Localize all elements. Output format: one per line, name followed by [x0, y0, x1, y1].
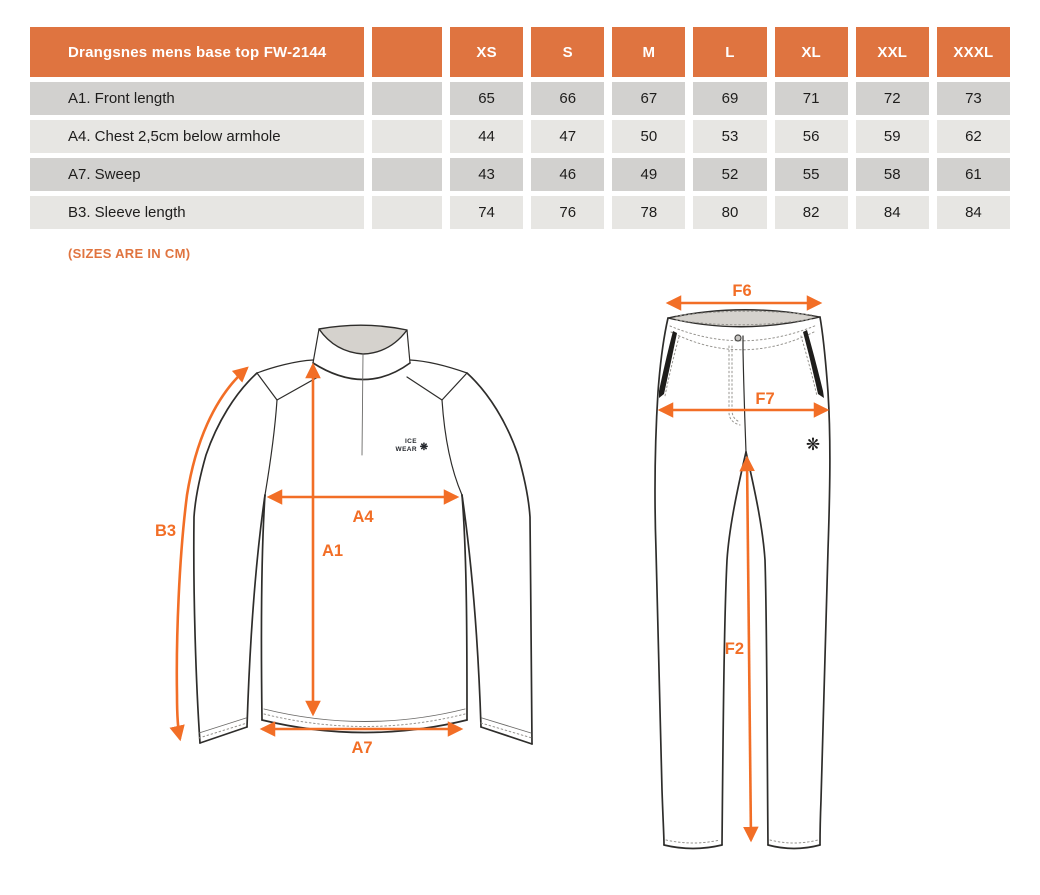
cell-value: 49 [612, 158, 685, 191]
pants-button [735, 335, 741, 341]
f6-label: F6 [732, 282, 752, 300]
pants-outline [655, 310, 830, 849]
cell-value: 80 [693, 196, 766, 229]
shirt-right-panel-seam [407, 377, 442, 400]
cell-value: 47 [531, 120, 604, 153]
cell-value: 67 [612, 82, 685, 115]
cell-value: 52 [693, 158, 766, 191]
col-header-xl: XL [775, 27, 848, 77]
a1-label: A1 [322, 542, 344, 560]
shirt-collar-inside [319, 325, 407, 354]
logo-text-ice: ICE [404, 438, 417, 445]
cell-value: 65 [450, 82, 523, 115]
pants-diagram [630, 280, 930, 895]
shirt-left-raglan-seam [257, 373, 277, 400]
a4-label: A4 [352, 508, 374, 526]
cell-value: 71 [775, 82, 848, 115]
pants-left-hem [664, 845, 722, 849]
shirt-left-shoulder [257, 360, 313, 373]
shirt-hem-band [264, 709, 465, 722]
row-label-sweep: A7. Sweep [30, 158, 364, 191]
f7-label: F7 [755, 390, 775, 408]
table-title: Drangsnes mens base top FW-2144 [30, 27, 364, 77]
shirt-dimensions [155, 365, 461, 757]
pants-right-hem [768, 845, 820, 849]
row-label-front-length: A1. Front length [30, 82, 364, 115]
shirt-right-raglan-seam [442, 373, 467, 400]
pants-snowflake-icon: ❋ [805, 435, 821, 455]
cell-value: 62 [937, 120, 1010, 153]
shirt-diagram [145, 295, 590, 770]
pants-right-hem-stitch [770, 840, 818, 843]
shirt-collar-front [313, 363, 410, 380]
cell-value: 82 [775, 196, 848, 229]
b3-label: B3 [155, 522, 177, 540]
cell-value: 59 [856, 120, 929, 153]
logo-snowflake-icon: ❋ [419, 442, 429, 453]
shirt-outline [194, 325, 532, 744]
shirt-zipper [362, 354, 363, 455]
shirt-left-armhole [265, 400, 277, 495]
pants-right-pocket [803, 330, 824, 398]
pants-left-pocket [659, 331, 677, 398]
sizes-note: (SIZES ARE IN CM) [68, 246, 191, 261]
pants-left-side-seam [655, 318, 668, 845]
cell-value: 50 [612, 120, 685, 153]
shirt-right-sleeve [467, 373, 532, 744]
cell-value: 56 [775, 120, 848, 153]
a7-label: A7 [351, 739, 373, 757]
cell-value: 74 [450, 196, 523, 229]
cell-value: 69 [693, 82, 766, 115]
cell-value: 84 [937, 196, 1010, 229]
cell-value: 72 [856, 82, 929, 115]
icewear-logo [396, 438, 429, 453]
cell-value: 55 [775, 158, 848, 191]
b3-arrow [177, 368, 247, 739]
cell-value: 76 [531, 196, 604, 229]
col-header-xs: XS [450, 27, 523, 77]
row-spacer [372, 196, 442, 229]
cell-value: 66 [531, 82, 604, 115]
shirt-body-left-side [261, 495, 265, 720]
f2-arrow [747, 458, 751, 840]
cell-value: 43 [450, 158, 523, 191]
cell-value: 78 [612, 196, 685, 229]
pants-fly-stitch-1 [729, 346, 740, 425]
row-spacer [372, 82, 442, 115]
shirt-collar-left-edge [313, 329, 319, 363]
col-header-xxxl: XXXL [937, 27, 1010, 77]
cell-value: 44 [450, 120, 523, 153]
shirt-collar-right-edge [407, 330, 410, 363]
cell-value: 53 [693, 120, 766, 153]
shirt-left-sleeve [194, 373, 257, 743]
cell-value: 58 [856, 158, 929, 191]
logo-text-wear: WEAR [395, 446, 417, 453]
pants-waist-inside [668, 310, 820, 327]
table-header-spacer [372, 27, 442, 77]
row-spacer [372, 158, 442, 191]
row-label-sleeve-length: B3. Sleeve length [30, 196, 364, 229]
col-header-xxl: XXL [856, 27, 929, 77]
f2-label: F2 [724, 640, 744, 658]
cell-value: 61 [937, 158, 1010, 191]
row-label-chest: A4. Chest 2,5cm below armhole [30, 120, 364, 153]
shirt-right-armhole [442, 400, 462, 495]
shirt-right-shoulder [410, 360, 467, 373]
shirt-right-cuff [481, 727, 532, 744]
pants-left-hem-stitch [666, 840, 720, 843]
pants-center-front [743, 336, 746, 452]
cell-value: 46 [531, 158, 604, 191]
cell-value: 73 [937, 82, 1010, 115]
cell-value: 84 [856, 196, 929, 229]
col-header-m: M [612, 27, 685, 77]
row-spacer [372, 120, 442, 153]
col-header-s: S [531, 27, 604, 77]
shirt-hem-stitch [264, 714, 465, 727]
col-header-l: L [693, 27, 766, 77]
size-table [30, 27, 1010, 229]
